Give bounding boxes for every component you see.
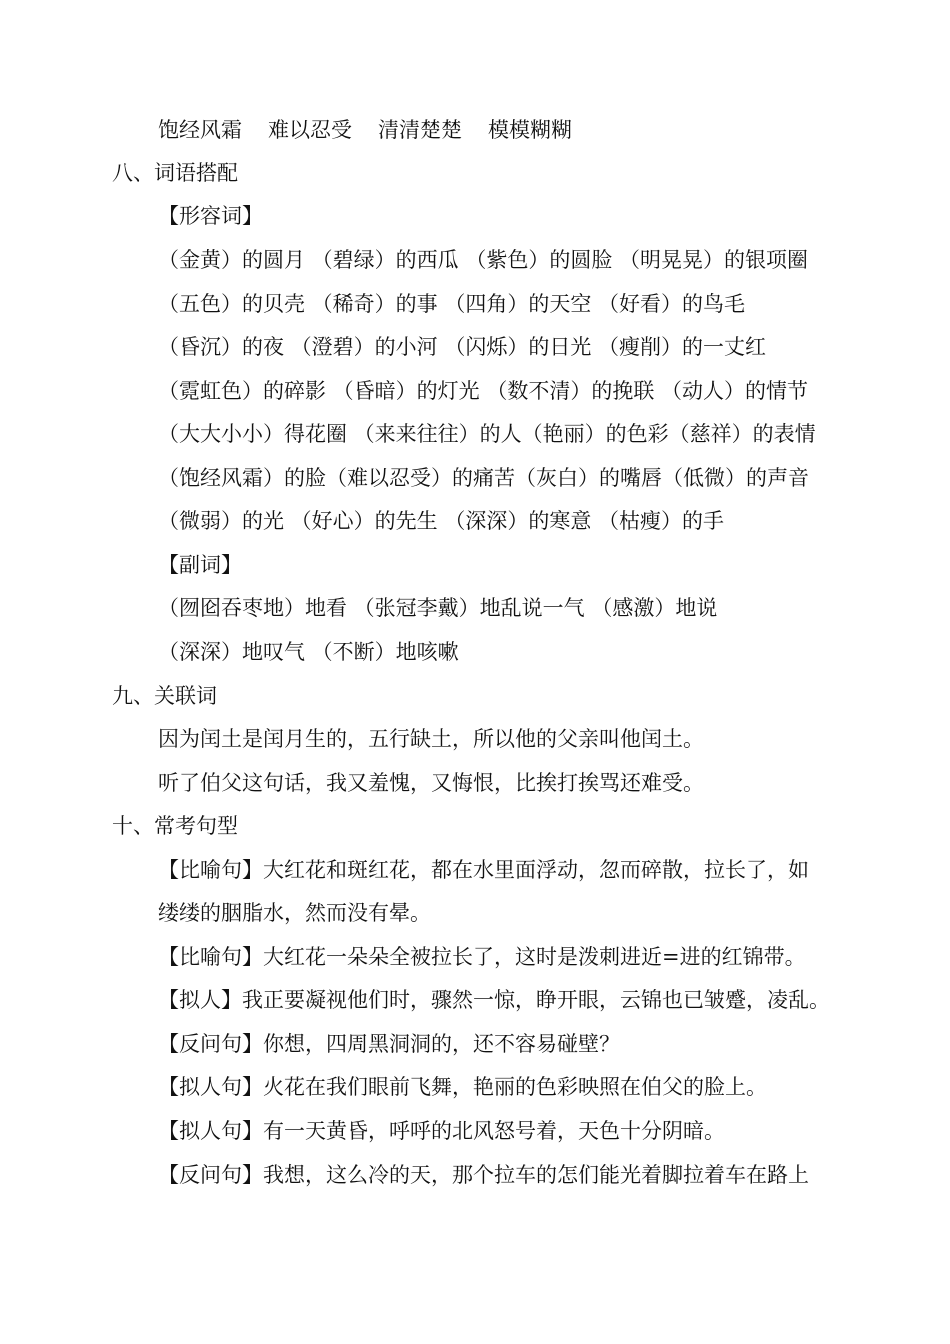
sentence-line: 【反问句】我想，这么冷的天，那个拉车的怎们能光着脚拉着车在路上 <box>158 1163 809 1187</box>
sentence-line: 【比喻句】大红花和斑红花，都在水里面浮动，忽而碎散，拉长了，如 <box>158 858 809 882</box>
adjective-line: （大大小小）得花圈 （来来往往）的人（艳丽）的色彩（慈祥）的表情 <box>158 422 816 446</box>
phrase: 饱经风霜 <box>158 118 242 142</box>
section-8-heading: 八、词语搭配 <box>112 161 238 185</box>
adverb-label: 【副词】 <box>158 553 242 577</box>
section-9-heading: 九、关联词 <box>112 684 217 708</box>
adjective-line: （饱经风霜）的脸（难以忍受）的痛苦（灰白）的嘴唇（低微）的声音 <box>158 466 809 490</box>
adverb-line: （囫囵吞枣地）地看 （张冠李戴）地乱说一气 （感激）地说 <box>158 596 718 620</box>
sentence-line: 【拟人】我正要凝视他们时，骤然一惊，睁开眼，云锦也已皱蹙，凌乱。 <box>158 988 830 1012</box>
conjunction-sentence: 听了伯父这句话，我又羞愧，又悔恨，比挨打挨骂还难受。 <box>158 771 704 795</box>
top-phrase-row <box>158 115 572 145</box>
conjunction-sentence: 因为闰土是闰月生的，五行缺土，所以他的父亲叫他闰土。 <box>158 727 704 751</box>
adjective-line: （金黄）的圆月 （碧绿）的西瓜 （紫色）的圆脸 （明晃晃）的银项圈 <box>158 248 809 272</box>
adjective-line: （微弱）的光 （好心）的先生 （深深）的寒意 （枯瘦）的手 <box>158 509 725 533</box>
section-10-heading: 十、常考句型 <box>112 814 238 838</box>
sentence-line: 【反问句】你想，四周黑洞洞的，还不容易碰壁？ <box>158 1032 620 1056</box>
adjective-line: （昏沉）的夜 （澄碧）的小河 （闪烁）的日光 （瘦削）的一丈红 <box>158 335 767 359</box>
sentence-line: 缕缕的胭脂水，然而没有晕。 <box>158 901 431 925</box>
phrase: 模模糊糊 <box>488 118 572 142</box>
adjective-line: （五色）的贝壳 （稀奇）的事 （四角）的天空 （好看）的鸟毛 <box>158 292 746 316</box>
adjective-label: 【形容词】 <box>158 204 263 228</box>
sentence-line: 【比喻句】大红花一朵朵全被拉长了，这时是泼刺进近=进的红锦带。 <box>158 945 806 969</box>
phrase: 清清楚楚 <box>378 118 462 142</box>
adverb-line: （深深）地叹气 （不断）地咳嗽 <box>158 640 459 664</box>
adjective-line: （霓虹色）的碎影 （昏暗）的灯光 （数不清）的挽联 （动人）的情节 <box>158 379 809 403</box>
sentence-line: 【拟人句】火花在我们眼前飞舞，艳丽的色彩映照在伯父的脸上。 <box>158 1075 767 1099</box>
sentence-line: 【拟人句】有一天黄昏，呼呼的北风怒号着，天色十分阴暗。 <box>158 1119 725 1143</box>
phrase: 难以忍受 <box>268 118 352 142</box>
